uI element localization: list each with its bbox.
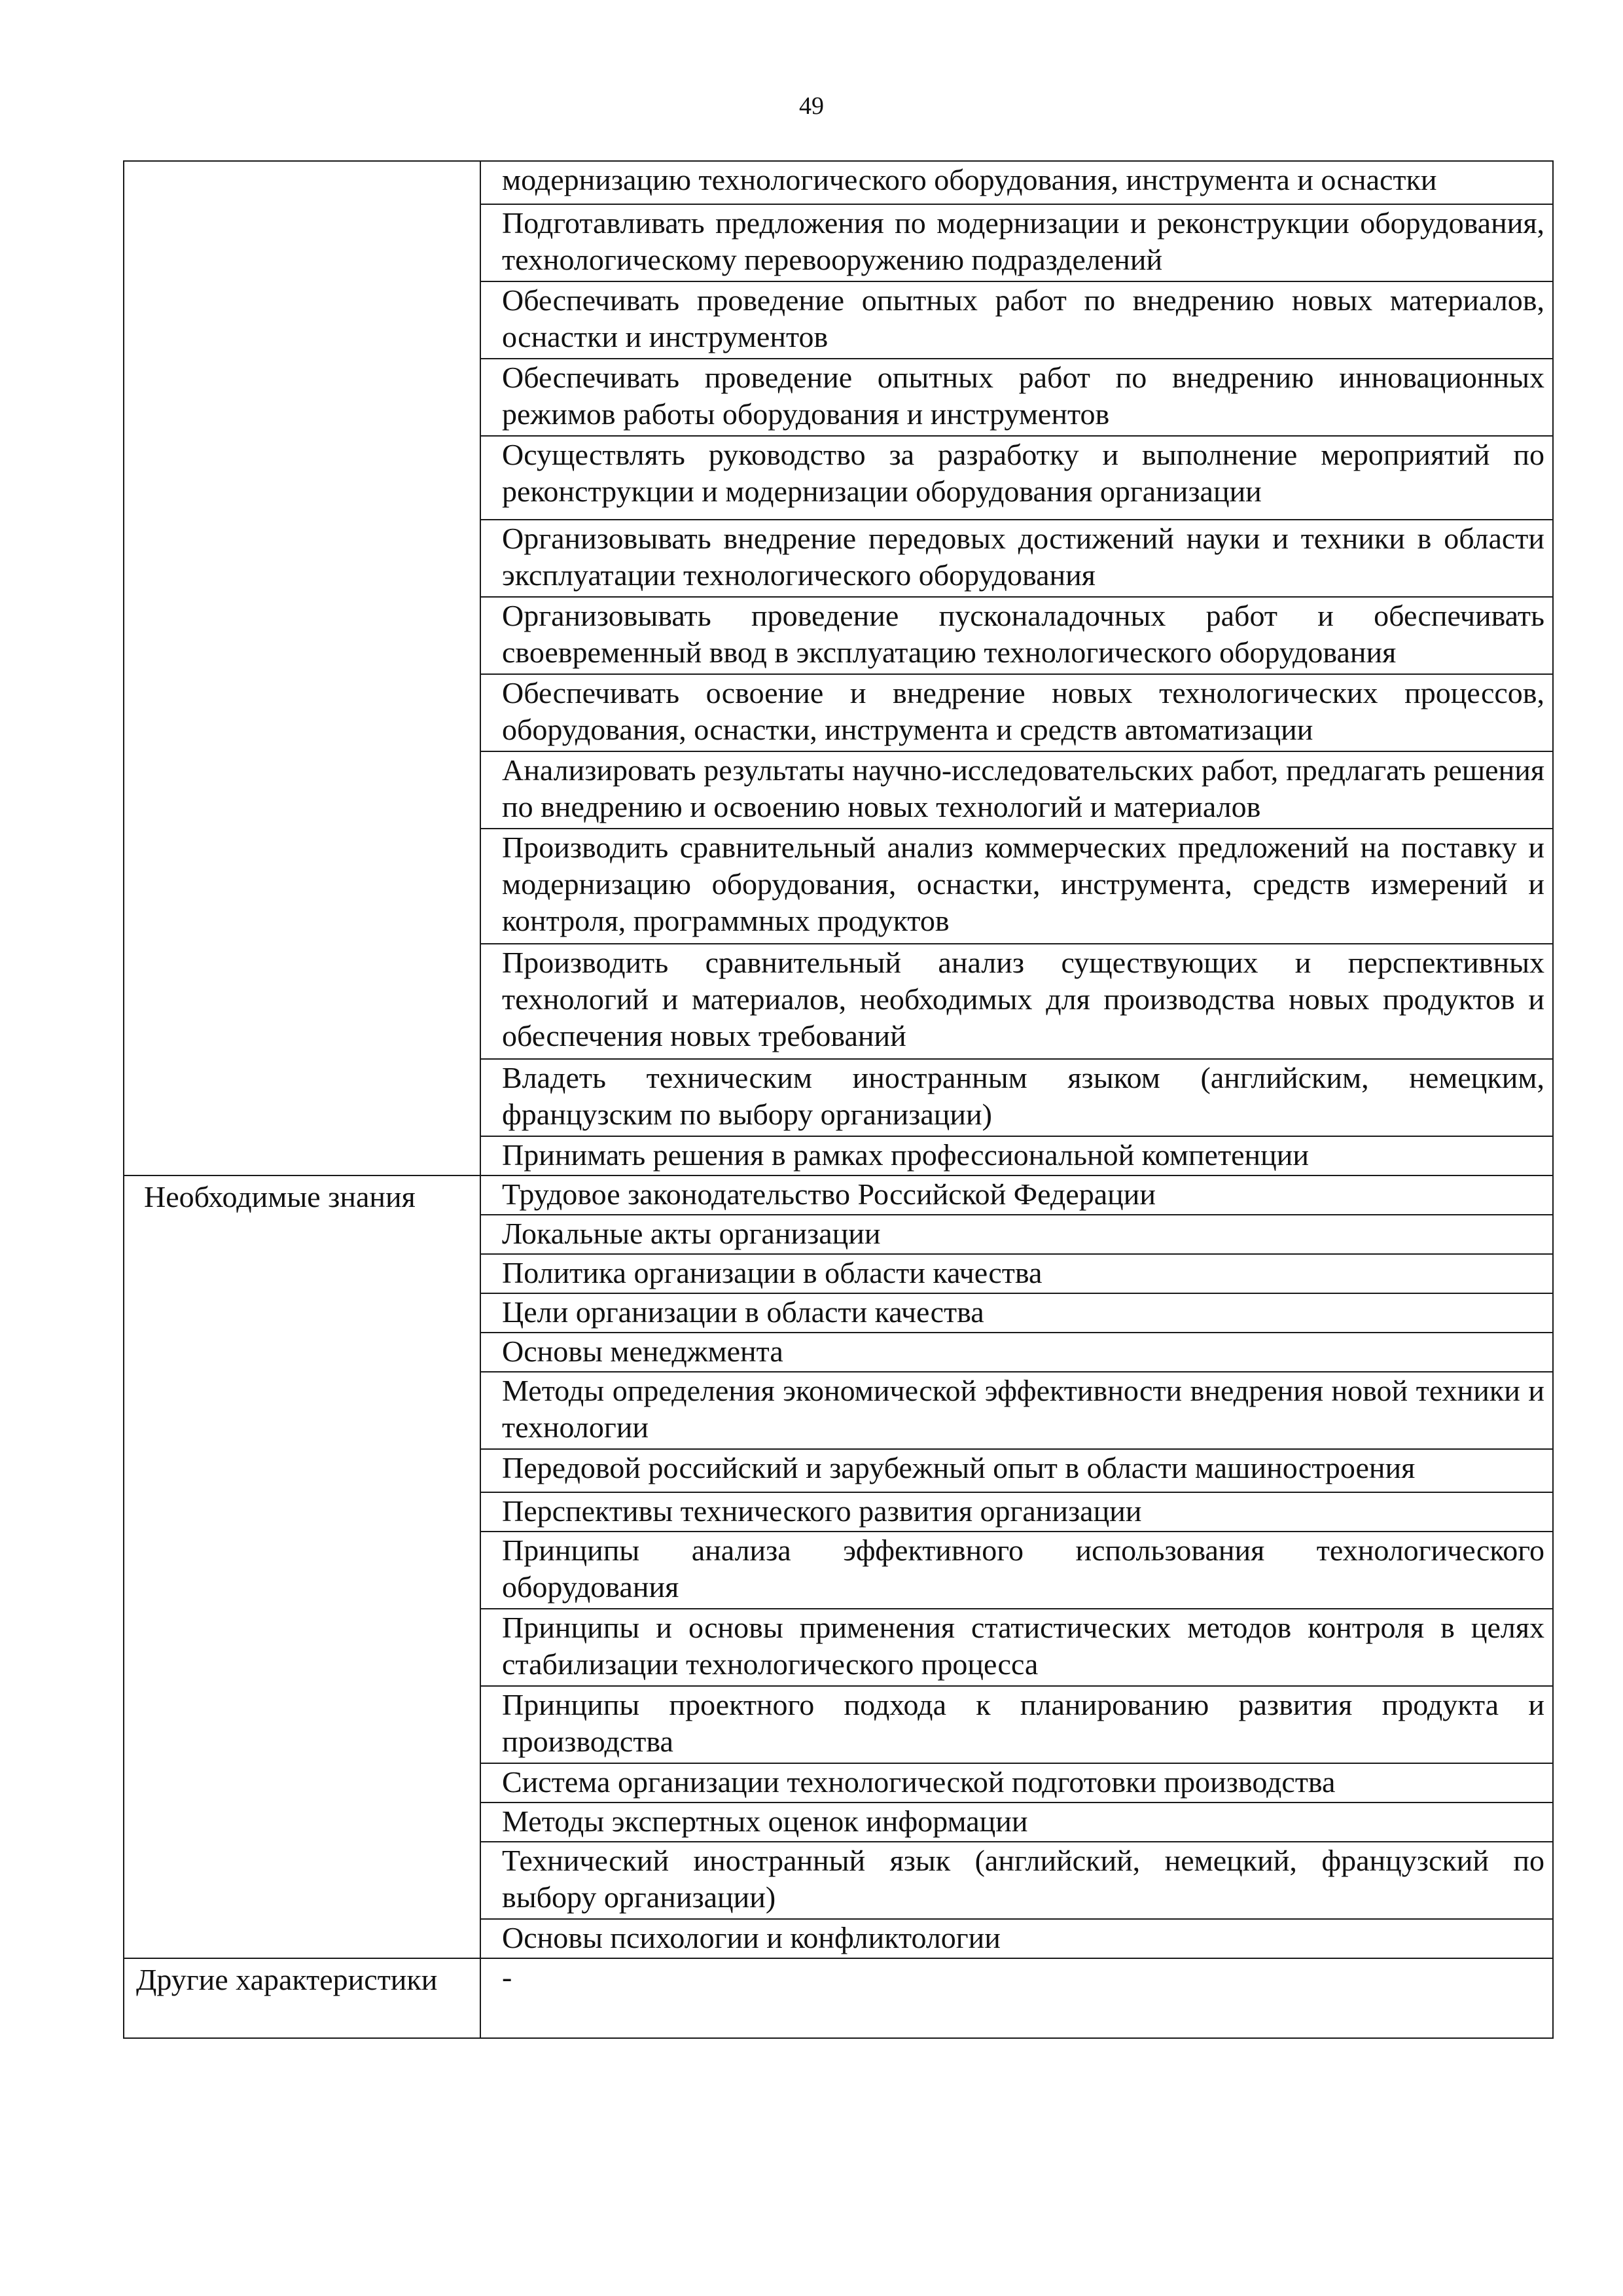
knowledge-item: Политика организации в области качества xyxy=(480,1254,1553,1293)
knowledge-label-cell xyxy=(124,1175,480,1958)
knowledge-item: Технический иностранный язык (английский, немецкий, французский по выбору организации) xyxy=(480,1842,1553,1919)
knowledge-item: Основы менеджмента xyxy=(480,1333,1553,1372)
knowledge-item: Цели организации в области качества xyxy=(480,1293,1553,1333)
skills-label-cell xyxy=(124,161,480,1175)
skill-item: Анализировать результаты научно-исследовательских работ, предлагать решения по внедрению и освоению новых технологий и материалов xyxy=(480,751,1553,829)
table-row xyxy=(124,161,1553,204)
skill-item: Подготавливать предложения по модернизации и реконструкции оборудования, технологическому перевооружению подразделений xyxy=(480,204,1553,281)
page-number: 49 xyxy=(799,92,824,120)
other-label: Другие характеристики xyxy=(136,1963,438,1996)
knowledge-item: Методы экспертных оценок информации xyxy=(480,1803,1553,1842)
skill-item: Производить сравнительный анализ существующих и перспективных технологий и материалов, необходимых для производства новых продуктов и обеспечения новых требований xyxy=(480,944,1553,1059)
table-row xyxy=(124,1175,1553,1215)
knowledge-item: Перспективы технического развития организации xyxy=(480,1492,1553,1532)
skill-item: Принимать решения в рамках профессиональной компетенции xyxy=(480,1136,1553,1175)
knowledge-item: Трудовое законодательство Российской Федерации xyxy=(480,1175,1553,1215)
other-label-cell xyxy=(124,1958,480,2038)
skill-item: модернизацию технологического оборудования, инструмента и оснастки xyxy=(480,161,1553,204)
skill-item: Обеспечивать освоение и внедрение новых технологических процессов, оборудования, оснастки, инструмента и средств автоматизации xyxy=(480,674,1553,751)
competency-table xyxy=(123,160,1554,2039)
skill-item: Организовывать внедрение передовых достижений науки и техники в области эксплуатации технологического оборудования xyxy=(480,520,1553,597)
knowledge-item: Принципы анализа эффективного использования технологического оборудования xyxy=(480,1532,1553,1609)
skill-item: Обеспечивать проведение опытных работ по внедрению новых материалов, оснастки и инструментов xyxy=(480,281,1553,359)
skill-item: Организовывать проведение пусконаладочных работ и обеспечивать своевременный ввод в эксплуатацию технологического оборудования xyxy=(480,597,1553,674)
table-row xyxy=(124,1958,1553,2038)
knowledge-item: Система организации технологической подготовки производства xyxy=(480,1763,1553,1803)
knowledge-label: Необходимые знания xyxy=(144,1180,416,1213)
skill-item: Владеть техническим иностранным языком (английским, немецким, французским по выбору организации) xyxy=(480,1059,1553,1136)
knowledge-item: Передовой российский и зарубежный опыт в области машиностроения xyxy=(480,1449,1553,1492)
skill-item: Производить сравнительный анализ коммерческих предложений на поставку и модернизацию оборудования, оснастки, инструмента, средств измерений и контроля, программных продуктов xyxy=(480,829,1553,944)
knowledge-item: Принципы и основы применения статистических методов контроля в целях стабилизации технологического процесса xyxy=(480,1609,1553,1686)
other-value: - xyxy=(480,1958,1553,2038)
knowledge-item: Локальные акты организации xyxy=(480,1215,1553,1254)
skill-item: Осуществлять руководство за разработку и выполнение мероприятий по реконструкции и модернизации оборудования организации xyxy=(480,436,1553,520)
knowledge-item: Принципы проектного подхода к планированию развития продукта и производства xyxy=(480,1686,1553,1763)
knowledge-item: Методы определения экономической эффективности внедрения новой техники и технологии xyxy=(480,1372,1553,1449)
skill-item: Обеспечивать проведение опытных работ по внедрению инновационных режимов работы оборудования и инструментов xyxy=(480,359,1553,436)
knowledge-item: Основы психологии и конфликтологии xyxy=(480,1919,1553,1958)
